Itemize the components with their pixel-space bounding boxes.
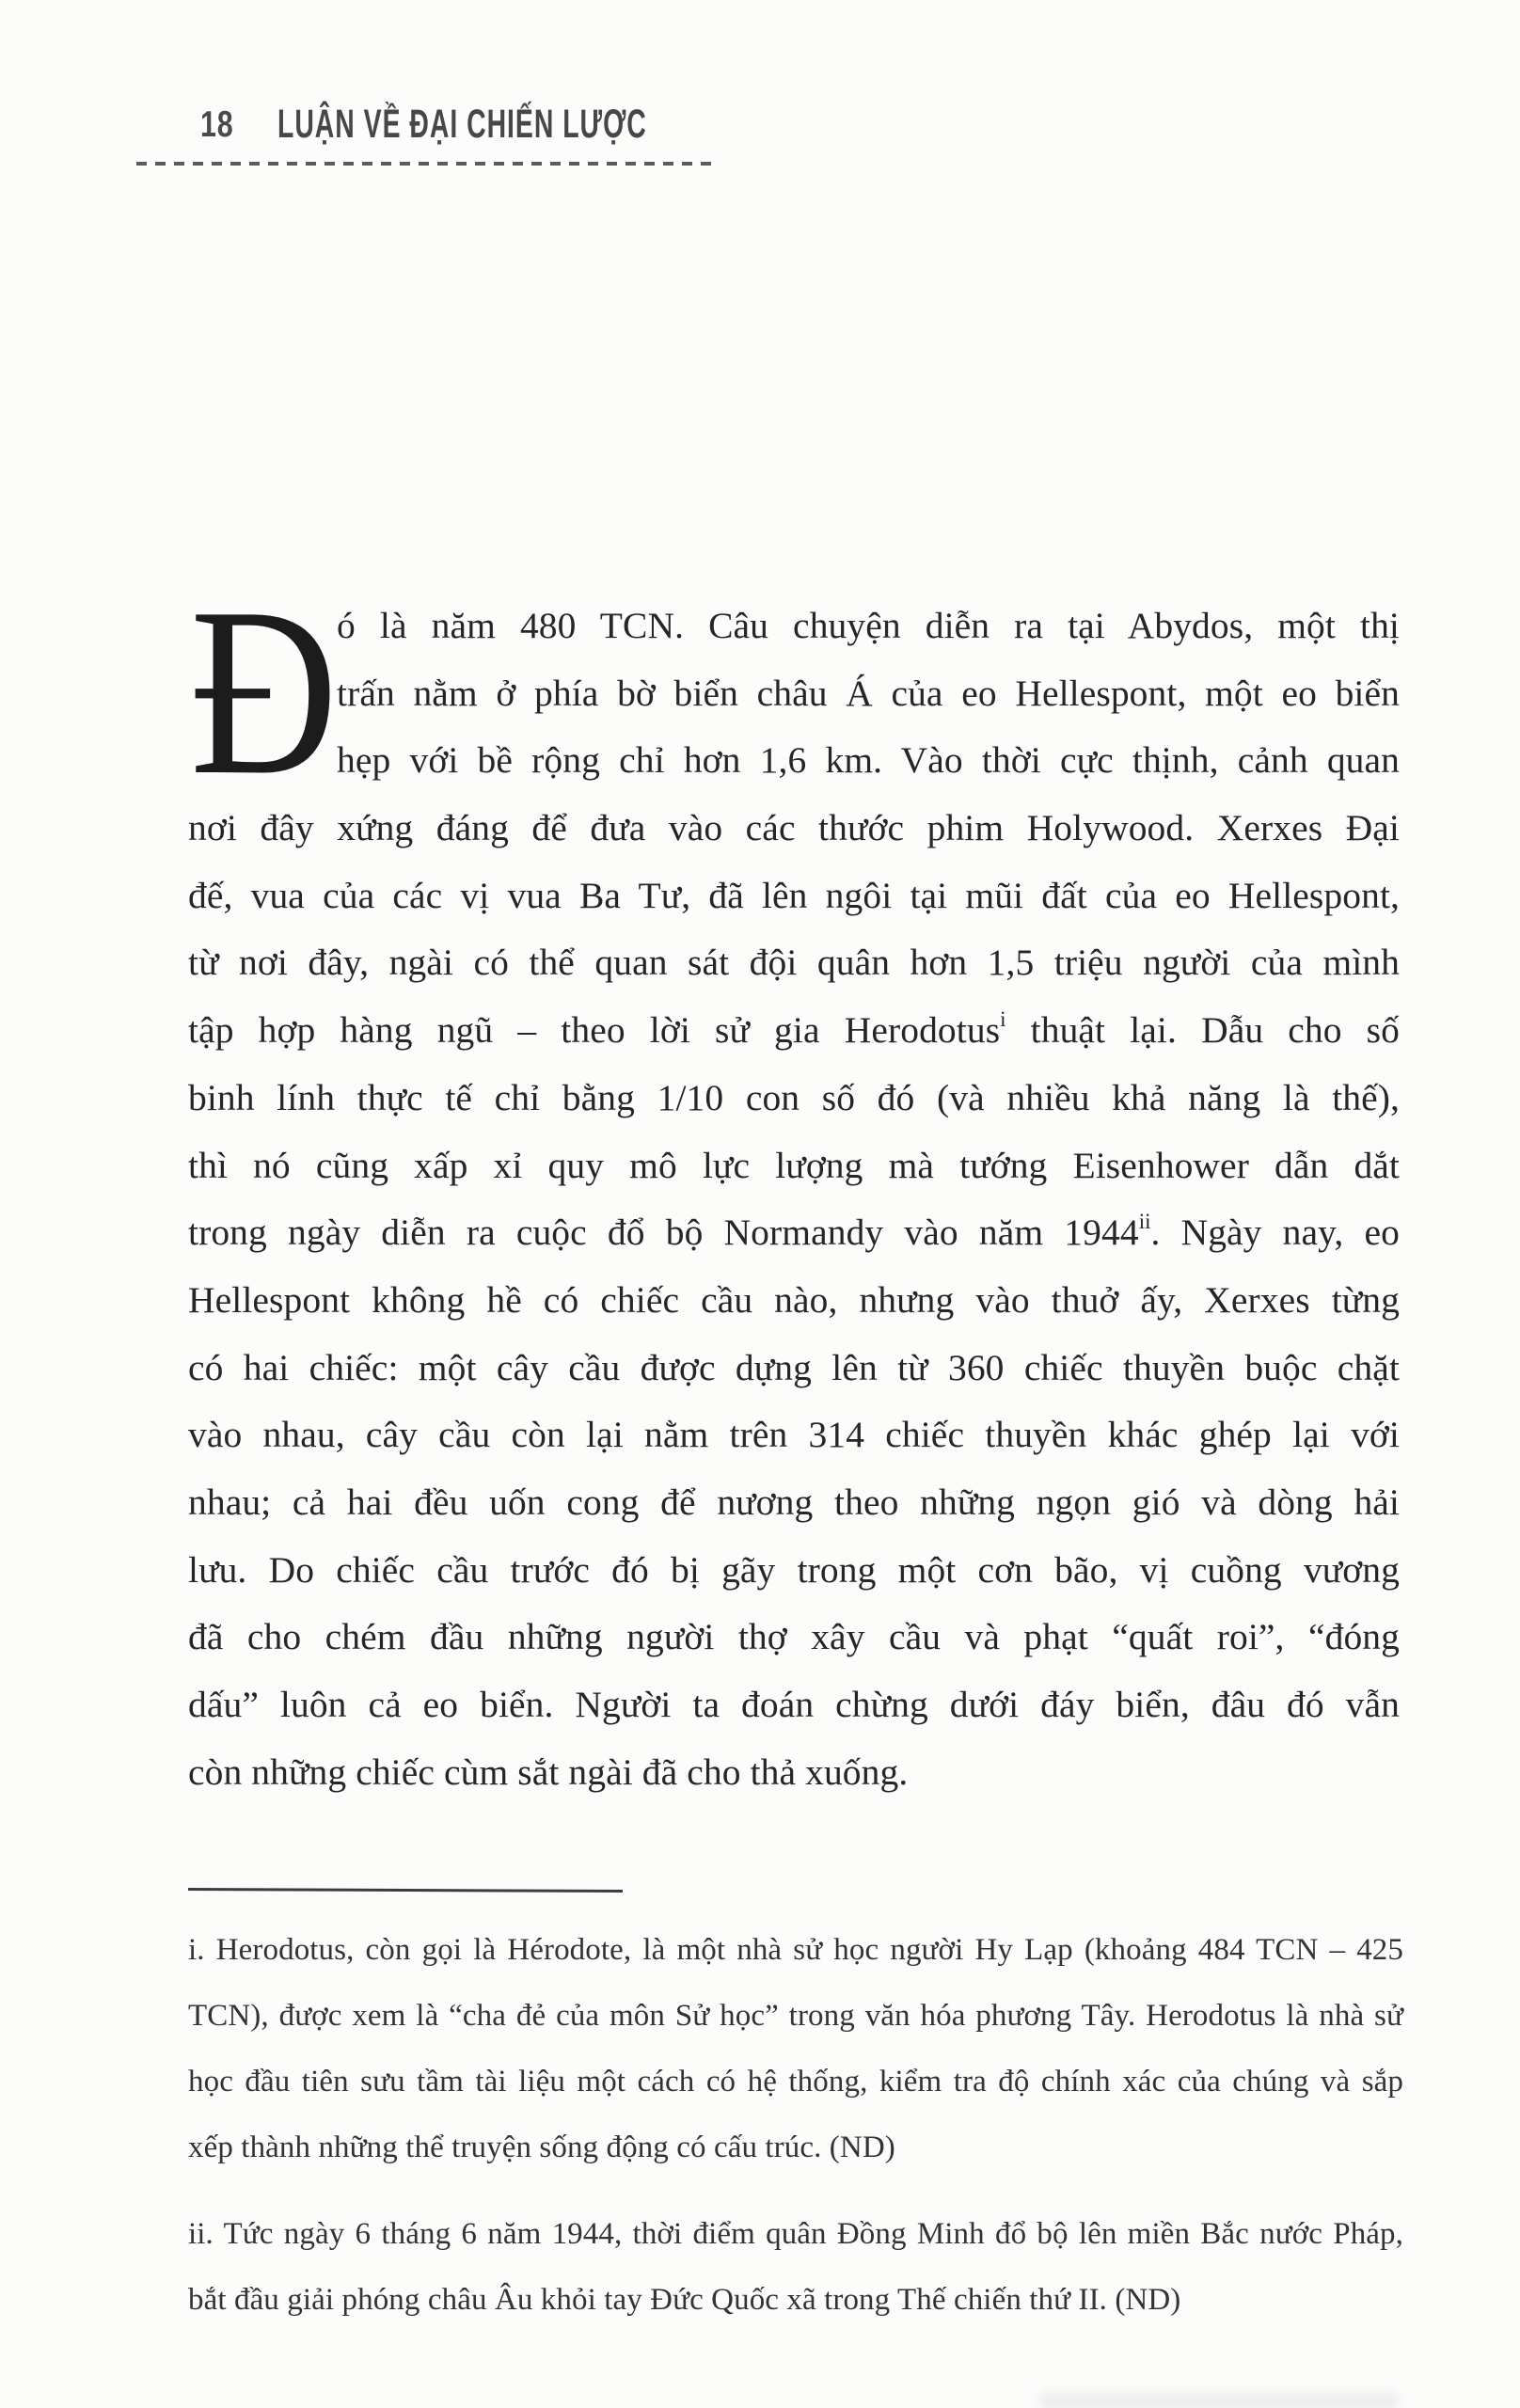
text-line [188, 997, 1400, 1065]
text-line: ó là năm 480 TCN. Câu chuyện diễn ra tại Abydos, một thị [337, 605, 1400, 646]
footnote-line: bắt đầu giải phóng châu Âu khỏi tay Đức Quốc xã trong Thế chiến thứ II. (ND) [188, 2283, 1181, 2317]
text-line: vào nhau, cây cầu còn lại nằm trên 314 chiếc thuyền khác ghép lại với [188, 1414, 1400, 1456]
footnotes-block [188, 1917, 1403, 2333]
text-segment: thuật lại. Dẫu cho số [1005, 1009, 1401, 1052]
text-line [188, 1199, 1400, 1267]
drop-cap-letter: Đ [190, 559, 339, 825]
text-line: đã cho chém đầu những người thợ xây cầu và phạt “quất roi”, “đóng [188, 1616, 1400, 1658]
footnote-divider-rule [188, 1888, 623, 1893]
footnote-line: học đầu tiên sưu tầm tài liệu một cách có hệ thống, kiểm tra độ chính xác của chúng và sắp [188, 2065, 1403, 2099]
text-line: hẹp với bề rộng chỉ hơn 1,6 km. Vào thời cực thịnh, cảnh quan [337, 739, 1400, 782]
text-line: binh lính thực tế chỉ bằng 1/10 con số đó (và nhiều khả năng là thế), [188, 1076, 1400, 1118]
main-text-block [188, 559, 1401, 1806]
footnote-line: xếp thành những thể truyện sống động có cấu trúc. (ND) [188, 2131, 895, 2164]
text-line: lưu. Do chiếc cầu trước đó bị gãy trong một cơn bão, vị cuồng vương [188, 1548, 1400, 1591]
text-line: nơi đây xứng đáng để đưa vào các thước phim Holywood. Xerxes Đại [188, 807, 1400, 849]
text-line: có hai chiếc: một cây cầu được dựng lên từ 360 chiếc thuyền buộc chặt [188, 1346, 1400, 1388]
text-line: còn những chiếc cùm sắt ngài đã cho thả xuống. [188, 1751, 909, 1793]
text-line: đế, vua của các vị vua Ba Tư, đã lên ngôi tại mũi đất của eo Hellespont, [188, 874, 1400, 916]
text-line: Hellespont không hề có chiếc cầu nào, nhưng vào thuở ấy, Xerxes từng [188, 1278, 1400, 1321]
text-line: nhau; cả hai đều uốn cong để nương theo những ngọn gió và dòng hải [188, 1481, 1400, 1523]
text-line: trấn nằm ở phía bờ biển châu Á của eo Hellespont, một eo biển [337, 672, 1400, 714]
footnote-line: TCN), được xem là “cha đẻ của môn Sử học” trong văn hóa phương Tây. Herodotus là nhà sử [188, 1999, 1403, 2033]
text-line: từ nơi đây, ngài có thể quan sát đội quân hơn 1,5 triệu người của mình [188, 942, 1400, 984]
footnote-i [188, 1917, 1403, 2180]
text-segment: tập hợp hàng ngũ – theo lời sử gia Herodotus [188, 1009, 1001, 1052]
footnote-marker-ii: ii [1138, 1210, 1151, 1234]
footnote-marker-i: i [1000, 1007, 1006, 1032]
scan-shadow [1040, 2385, 1398, 2408]
running-title: LUẬN VỀ ĐẠI CHIẾN LƯỢC [277, 102, 647, 147]
text-segment: . Ngày nay, eo [1150, 1212, 1400, 1254]
footnote-ii [188, 2201, 1403, 2333]
page-number: 18 [200, 104, 234, 145]
text-line: dấu” luôn cả eo biển. Người ta đoán chừng dưới đáy biển, đâu đó vẫn [188, 1684, 1400, 1725]
text-line: thì nó cũng xấp xỉ quy mô lực lượng mà tướng Eisenhower dẫn dắt [188, 1144, 1400, 1186]
footnote-line: i. Herodotus, còn gọi là Hérodote, là một nhà sử học người Hy Lạp (khoảng 484 TCN – 425 [188, 1933, 1403, 1967]
footnote-line: ii. Tức ngày 6 tháng 6 năm 1944, thời điểm quân Đồng Minh đổ bộ lên miền Bắc nước Pháp, [188, 2217, 1403, 2251]
header-divider-dashed-rule [136, 162, 720, 166]
text-segment: trong ngày diễn ra cuộc đổ bộ Normandy vào năm 1944 [188, 1212, 1139, 1254]
